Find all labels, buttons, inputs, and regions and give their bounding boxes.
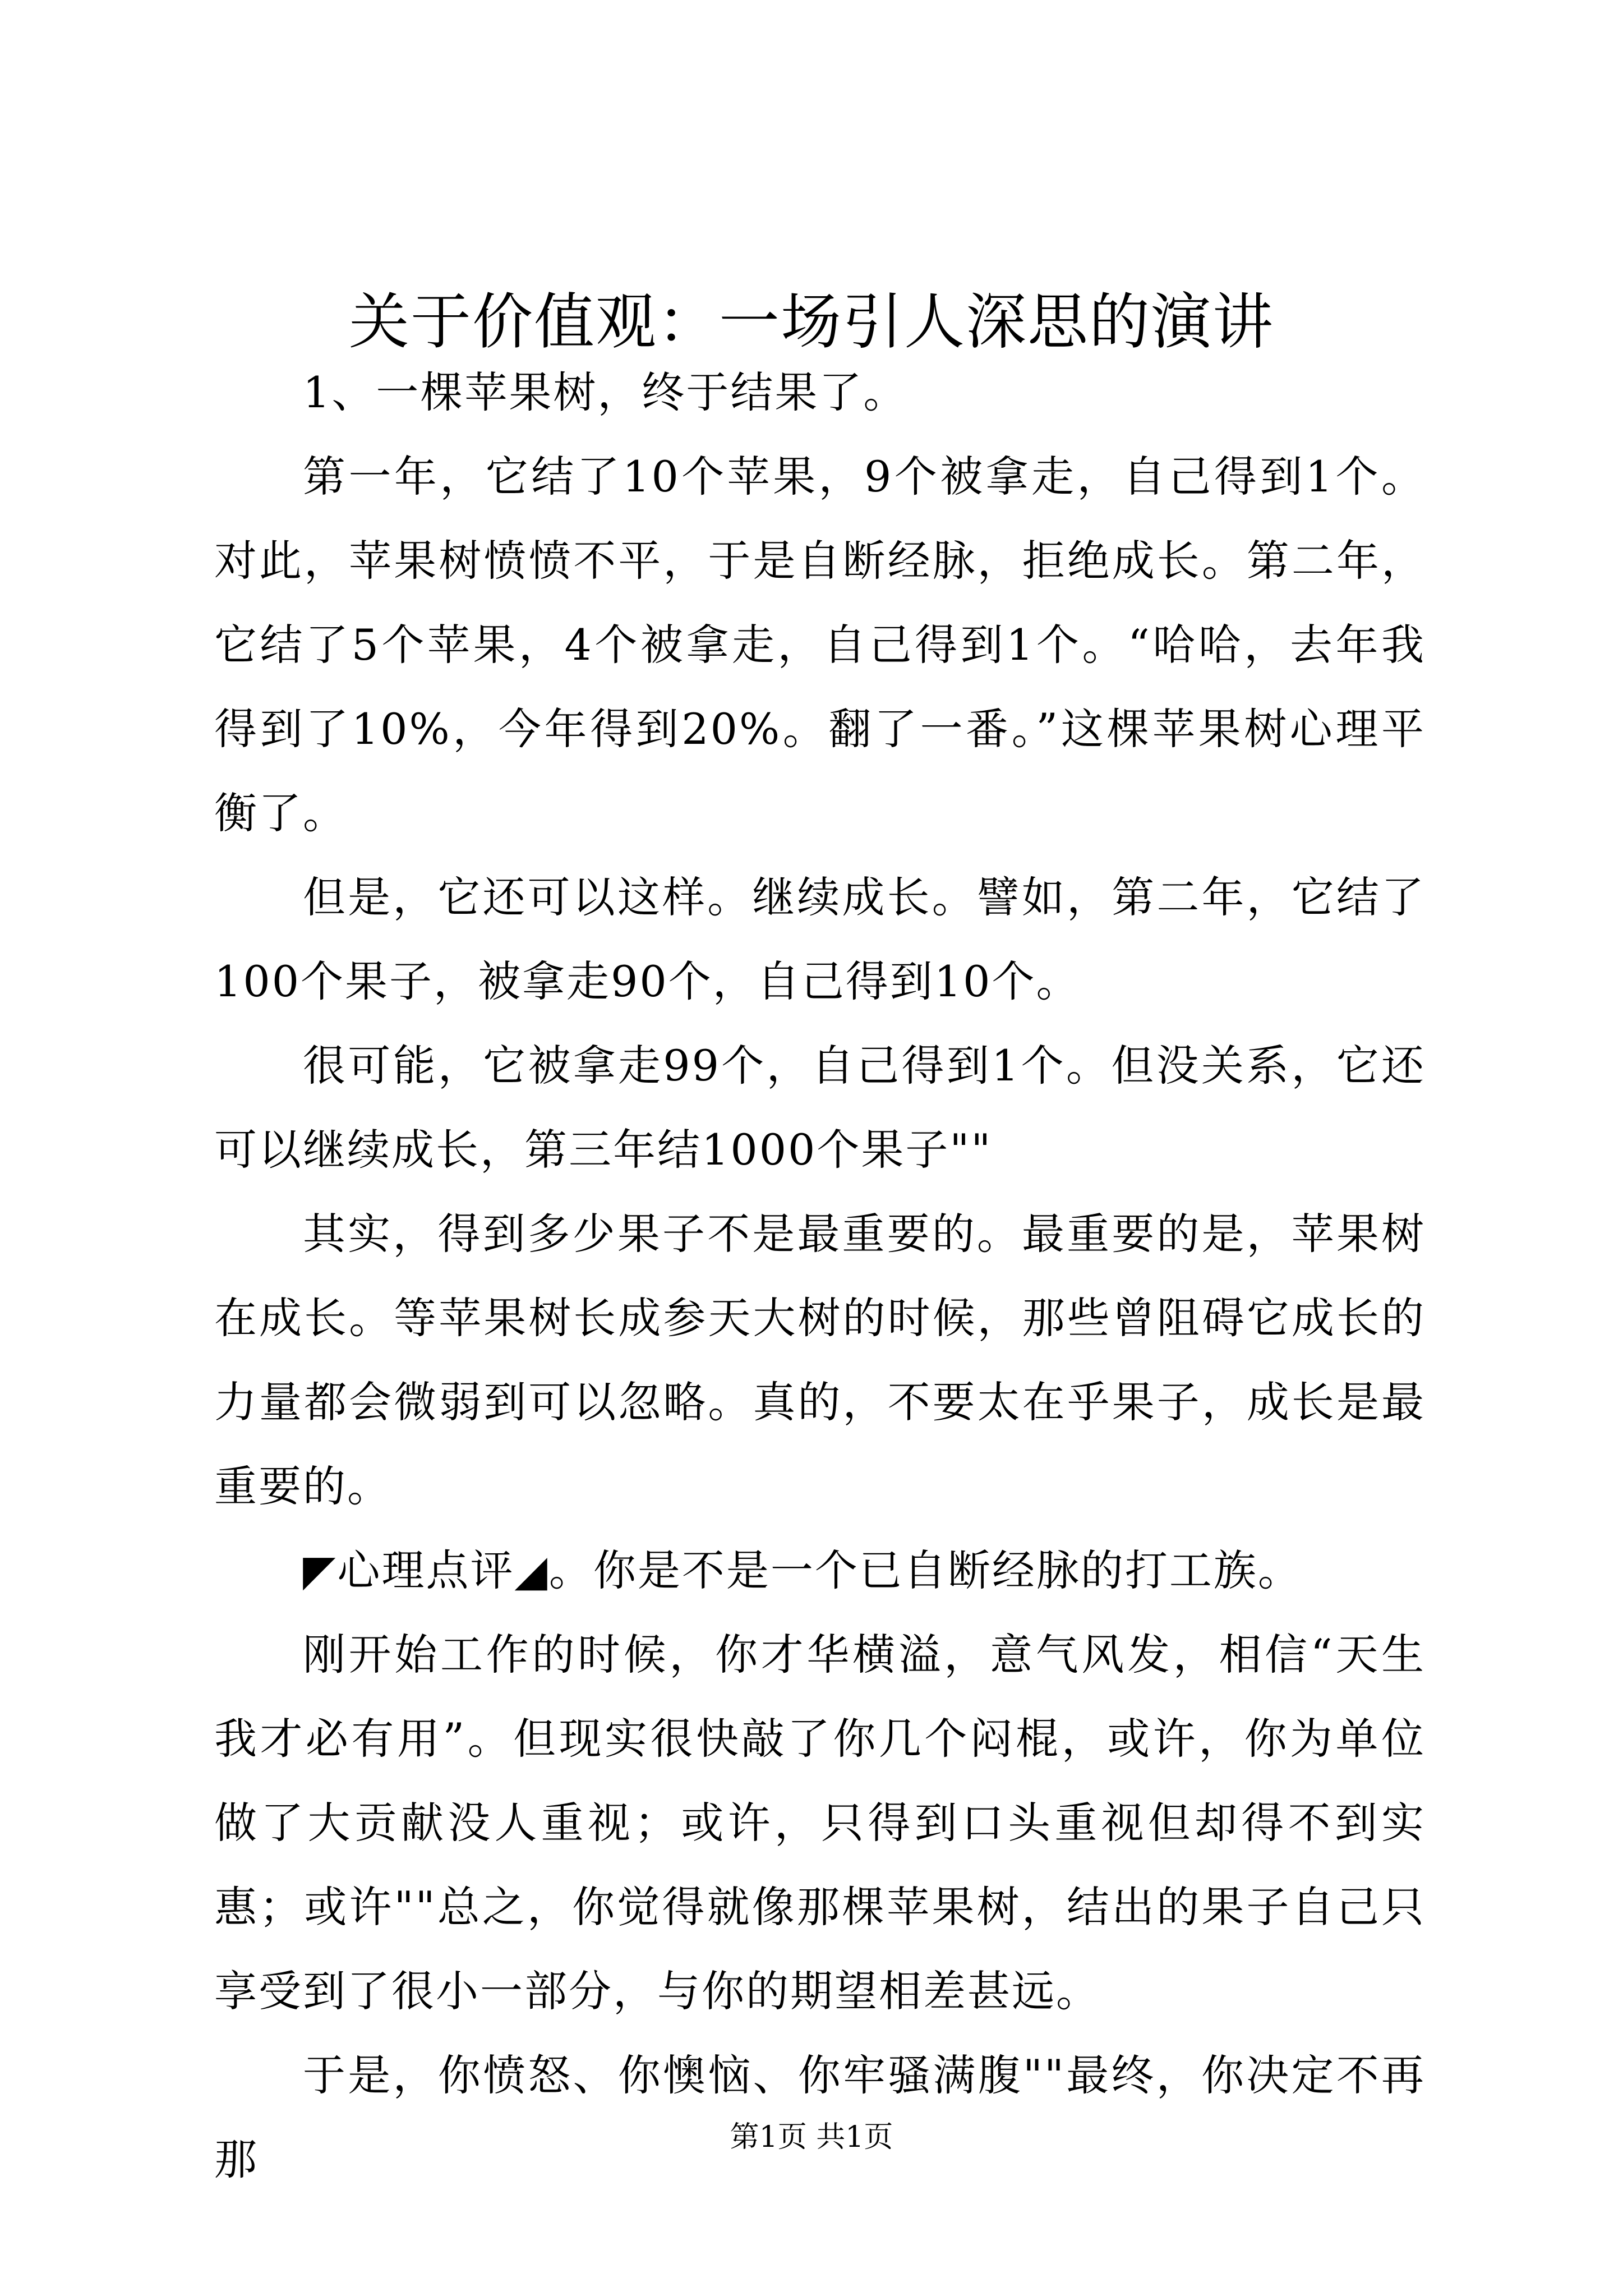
paragraph-4: 很可能，它被拿走99个，自己得到1个。但没关系，它还可以继续成长，第三年结1000个果子"" [214, 1041, 1426, 1175]
paragraph-8: 于是，你愤怒、你懊恼、你牢骚满腹""最终，你决定不再那 [214, 2050, 1426, 2184]
page-footer: 第1页 共1页 [730, 2120, 893, 2154]
document-title: 关于价值观：一场引人深思的演讲 [348, 287, 1274, 357]
paragraph-6: ◤心理点评◢。你是不是一个已自断经脉的打工族。 [303, 1545, 1302, 1595]
paragraph-7: 刚开始工作的时候，你才华横溢，意气风发，相信“天生我才必有用”。但现实很快敲了你几个闷棍，或许，你为单位做了大贡献没人重视；或许，只得到口头重视但却得不到实惠；或许""总之，你觉得就像那棵苹果树，结出的果子自己只享受到了很小一部分，与你的期望相差甚远。 [214, 1630, 1426, 2016]
paragraph-3: 但是，它还可以这样。继续成长。譬如，第二年，它结了100个果子，被拿走90个，自己得到10个。 [214, 872, 1426, 1006]
paragraph-1: 1、一棵苹果树，终于结果了。 [303, 367, 908, 417]
document-body [214, 351, 1426, 2202]
paragraph-2: 第一年，它结了10个苹果，9个被拿走，自己得到1个。对此，苹果树愤愤不平，于是自断经脉，拒绝成长。第二年，它结了5个苹果，4个被拿走，自己得到1个。“哈哈，去年我得到了10%，今年得到20%。翻了一番。”这棵苹果树心理平衡了。 [214, 452, 1426, 838]
paragraph-5: 其实，得到多少果子不是最重要的。最重要的是，苹果树在成长。等苹果树长成参天大树的时候，那些曾阻碍它成长的力量都会微弱到可以忽略。真的，不要太在乎果子，成长是最重要的。 [214, 1209, 1426, 1511]
